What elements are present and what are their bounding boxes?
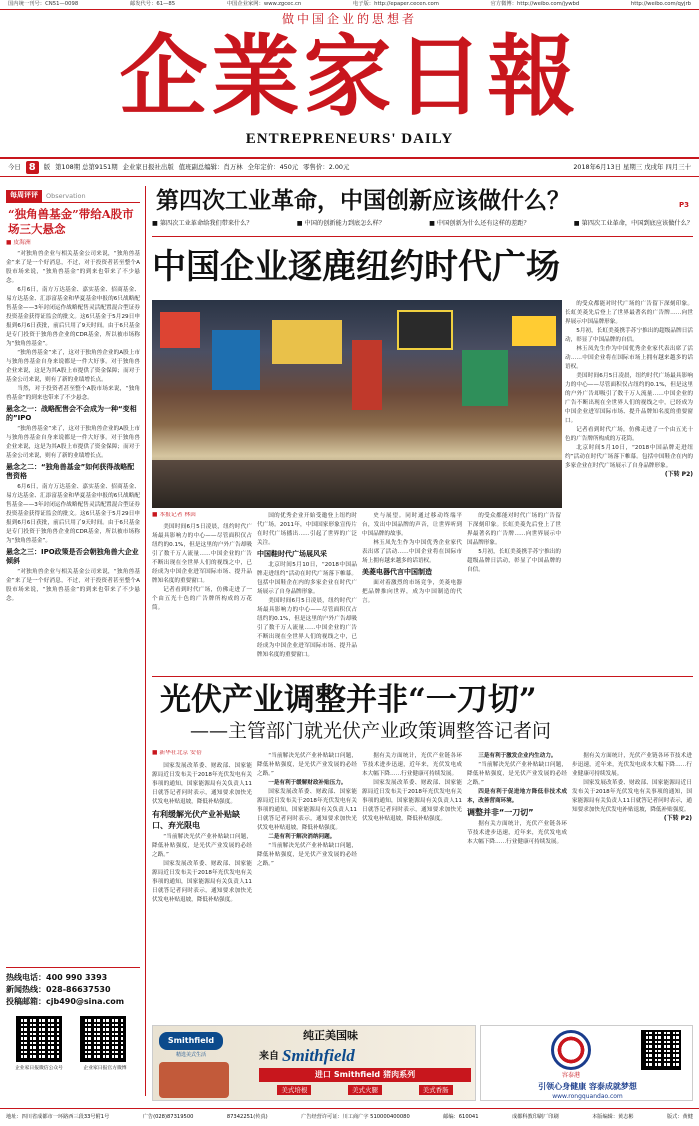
sidebar-subhead: 悬念之一：战略配售会不会成为一种“变相的”IPO: [6, 404, 137, 422]
lead-paragraph: 北京时间5月10日，“2018中国品牌走进纽约”活动在时代广场落下帷幕。包括中国鞋企在内的多家企业在时代广场展示了自身品牌形象。: [565, 445, 693, 469]
banner-headline[interactable]: 第四次工业革命，中国创新应该做什么？: [156, 187, 570, 214]
lead-subhead: 美菱电器代言中国制造: [362, 568, 432, 576]
submit-email[interactable]: 投稿邮箱：cjb490@sina.com: [6, 997, 125, 1006]
pv-paragraph: 国家发展改革委、财政部、国家能源局近日发布关于2018年光伏发电有关事项的通知，国家能源局有关负责人11日就答记者问时表示，通知要求加快光伏发电补贴退坡，降低补贴强度。: [257, 789, 357, 831]
pv-paragraph: 四是有利于促进地方降低非技术成本，改善营商环境。: [467, 789, 567, 804]
billboard: [352, 340, 382, 410]
page-count-badge: 8: [26, 161, 39, 174]
lead-paragraph: 记者看到时代广场，仿佛走进了一个由五光十色的广告牌所构成的万花筒。: [565, 427, 693, 442]
footer-post: 邮编：610041: [443, 1114, 479, 1121]
website[interactable]: 中国企业家网：www.zgcec.cn: [226, 1, 302, 7]
rongtai-slogan: 引领心身健康 容泰成就梦想: [538, 1082, 637, 1091]
pv-col-3: [362, 752, 462, 1022]
rongtai-ad[interactable]: [480, 1025, 693, 1101]
smithfield-logo: Smithfield: [159, 1032, 223, 1050]
lead-continue[interactable]: (下转 P2): [664, 471, 693, 478]
contact-box: [6, 967, 140, 1008]
epaper[interactable]: 电子版：http://epaper.cecen.com: [352, 1, 439, 7]
pv-paragraph: “当前解决光伏产业补贴缺口问题，降低补贴强度，是光伏产业发展的必经之路。”: [152, 834, 252, 858]
billboard: [397, 310, 453, 350]
lead-paragraph: 面对着激烈的市场竞争，美菱电器把品牌推向世界，成为中国制造的代言。: [362, 580, 462, 605]
billboard: [160, 312, 200, 348]
billboard: [462, 350, 508, 406]
ad-from-label: 来自: [259, 1050, 279, 1062]
divider: [152, 676, 693, 677]
sidebar-author: ■ 皮海洲: [6, 240, 31, 246]
ad-from: [259, 1046, 471, 1066]
sidebar-headline[interactable]: “独角兽基金”带给A股市场三大悬念: [8, 207, 134, 236]
sidebar-paragraph: “对独角兽企业与相关基金公司来说，“独角兽基金”来了是一个好消息，不过，对于投资者甚至整个A股市场来说，“独角兽基金”的到来也带来了不少悬念。: [6, 250, 140, 284]
lead-paragraph: 史与展望。同时通过移动终端平台，发出中国品牌的声音，让世界听到中国品牌的故事。: [362, 513, 462, 537]
lead-reporter: ■ 本报记者 林茵: [152, 512, 196, 518]
sidebar-divider: [145, 186, 146, 1096]
pv-paragraph: 国家发展改革委、财政部、国家能源局近日发布关于2018年光伏发电有关事项的通知，国家能源局有关负责人11日就答记者问时表示，通知要求加快光伏发电补贴退坡，降低补贴强度。: [572, 780, 692, 813]
pv-subheadline: ——主管部门就光伏产业政策调整答记者问: [190, 720, 552, 742]
lead-paragraph: 的受众都能对时代广场的广告留下深刻印象。长虹美菱先后登上了世界最著名的广告牌……向世界展示中国品牌形象。: [565, 301, 693, 325]
billboard: [512, 316, 556, 346]
annual-price: 全年定价：450元: [247, 163, 299, 172]
top-strip: [0, 0, 699, 10]
pv-paragraph: “当前解决光伏产业补贴缺口问题，降低补贴强度，是光伏产业发展的必经之路。”: [257, 753, 357, 777]
banner-item[interactable]: ■ 第四次工业革命给我们带来什么？: [152, 220, 253, 227]
ad-tags: [259, 1085, 471, 1095]
lead-paragraph: 北京时间5月10日，“2018中国品牌走进纽约”活动在时代广场落下帷幕。包括中国鞋企在内的多家企业在时代广场展示了自身品牌形象。: [257, 562, 357, 596]
sidebar-body: [6, 250, 140, 890]
lead-paragraph: 林玉凤先生作为中国优秀企业家代表出席了活动……中国企业将在国际市场上拥有越来越多的话语权。: [565, 346, 693, 370]
footer-editor: 本版编辑：黄志彬: [592, 1114, 634, 1121]
section-title-en: Observation: [46, 191, 86, 200]
lead-col-d: [467, 512, 561, 670]
sidebar-paragraph: 当然，对于投资者甚至整个A股市场来说，“独角兽基金”的到来也带来了不少悬念。: [6, 385, 140, 401]
lead-paragraph: 林玉凤先生作为中国优秀企业家代表出席了活动……中国企业将在国际市场上拥有越来越多的话语权。: [362, 540, 462, 564]
rongtai-qr[interactable]: [641, 1030, 681, 1070]
pv-subhead: 调整并非“一刀切”: [467, 808, 534, 817]
today-label: 今日: [8, 163, 21, 172]
masthead-english: ENTREPRENEURS' DAILY: [245, 131, 454, 147]
footer-license: 广告经营许可证：川工商广字 510000400080: [301, 1114, 410, 1121]
pv-paragraph: 国家发展改革委、财政部、国家能源局近日发布关于2018年光伏发电有关事项的通知，国家能源局有关负责人11日就答记者问时表示，通知要求加快光伏发电补贴退坡，降低补贴强度。: [152, 763, 252, 805]
lead-paragraph: 美国时间6月5日凌晨，纽约时代广场最具影响力的中心——尽管面积仅占纽约的0.1%，但是这里的户外广告却吸引了数千万人流量……中国企业的广告不断出现在全世界人们的视线之中，已经成为中国企业进军国际市场、提升品牌知名度的重要窗口。: [565, 373, 693, 424]
pv-reporter: ■ 新华社北京 安蓓: [152, 750, 202, 756]
ad-tag: 美式火腿: [348, 1085, 382, 1095]
sidebar-subhead: 悬念之二：“独角兽基金”如何获得战略配售资格: [6, 462, 135, 480]
issue-number: 第108期 总第9151期: [55, 163, 118, 172]
lead-headline[interactable]: 中国企业逐鹿纽约时代广场: [152, 247, 560, 287]
footer: [0, 1108, 699, 1126]
banner-page-ref[interactable]: P3: [678, 201, 689, 209]
sidebar-paragraph: 6月6日，南方万达基金、嘉实基金、招商基金、易方达基金、汇添富基金和华夏基金申报的6只战略配售基金——3年封闭运作战略配售灵活配置混合型证券投资基金获得证监会的批文。这6只基金于5月29日申报到6月6日获批，前后只用了9天时间。由于6只基金是专门投资于独角兽企业的CDR基金，所以被市场称为“独角兽基金”。: [6, 286, 140, 347]
banner-item[interactable]: ■ 中国创新为什么还有这样的差距？: [429, 220, 530, 227]
masthead: [0, 12, 699, 154]
banner-item[interactable]: ■ 第四次工业革命，中国到底应该做什么？: [573, 220, 693, 227]
pv-headline[interactable]: 光伏产业调整并非“一刀切”: [160, 682, 537, 718]
post-code: 邮发代号：61—85: [129, 1, 176, 7]
sidebar-paragraph: “独角兽基金”来了，这对于独角兽企业的A股上市与独角兽基金自身来说都是一件大好事。对于独角兽企业来说，这是为其A股上市提供了资金保障；而对于基金公司来说，则有了新的业绩增长点。: [6, 349, 140, 383]
ad-tag: 美式培根: [277, 1085, 311, 1095]
sidebar-subhead: 悬念之三：IPO政策是否会朝独角兽大企业倾斜: [6, 547, 139, 565]
lead-paragraph: 的受众都能对时代广场的广告留下深刻印象。长虹美菱先后登上了世界最著名的广告牌……向世界展示中国品牌形象。: [467, 513, 561, 546]
ad-brand-big: Smithfield: [282, 1045, 355, 1065]
pv-paragraph: 国家发展改革委、财政部、国家能源局近日发布关于2018年光伏发电有关事项的通知，国家能源局有关负责人11日就答记者问时表示，通知要求加快光伏发电补贴退坡，降低补贴强度。: [152, 861, 252, 903]
lead-paragraph: 美国时间6月5日凌晨，纽约时代广场最具影响力的中心——尽管面积仅占纽约的0.1%，但是这里的户外广告却吸引了数千万人流量……中国企业的广告不断出现在全世界人们的视线之中，已经成为中国企业进军国际市场、提升品牌知名度的重要窗口。: [257, 598, 357, 659]
banner-items: [152, 220, 693, 228]
rongtai-url[interactable]: www.rongquandao.com: [552, 1093, 623, 1100]
ad-tag: 美式香肠: [419, 1085, 453, 1095]
lead-paragraph: 国的优秀企业开始受邀登上纽约时代广场。2011年，中国国家形象宣传片在时代广场播出……引起了世界的广泛关注。: [257, 513, 357, 546]
smithfield-tagline: 精选美式生活: [175, 1052, 206, 1058]
pv-continue[interactable]: (下转 P2): [663, 815, 692, 822]
pv-col-2: [257, 752, 357, 1022]
qr-wechat-caption: 企业家日报微信公众号: [15, 1066, 63, 1071]
pv-col-5: [572, 752, 692, 1022]
pv-subhead: 有利缓解光伏产业补贴缺口、弃光限电: [152, 810, 240, 830]
footer-fax: 87342251(传真): [226, 1114, 268, 1121]
pv-paragraph: 据有关方面统计，光伏产业链各环节技术进步迅速，近年来，光伏发电成本大幅下降……行业健康可持续发展。: [572, 753, 692, 777]
rongtai-name: 容泰港: [561, 1072, 580, 1079]
ban-label: 版: [43, 163, 51, 172]
street: [152, 460, 562, 508]
rongtai-logo: [551, 1030, 591, 1070]
billboard: [212, 330, 260, 390]
sidebar-paragraph: “对独角兽企业与相关基金公司来说，“独角兽基金”来了是一个好消息，不过，对于投资者甚至整个A股市场来说，“独角兽基金”的到来也带来了不少悬念。: [6, 569, 140, 603]
news-hotline: 新闻热线：028-86637530: [6, 985, 111, 994]
single-price: 零售价：2.00元: [303, 163, 350, 172]
footer-ad-phone: 广告(028)87319500: [142, 1114, 194, 1121]
times-square-photo: [152, 300, 562, 508]
ad-pork: 猪肉系列: [383, 1069, 416, 1079]
lead-subhead: 中国鞋时代广场展风采: [257, 550, 327, 558]
qr-weibo[interactable]: [80, 1016, 126, 1062]
pv-paragraph: 据有关方面统计，光伏产业链各环节技术进步迅速，近年来，光伏发电成本大幅下降……行业健康可持续发展。: [467, 821, 567, 846]
lead-paragraph: 记者看到时代广场，仿佛走进了一个由五光十色的广告牌所构成的万花筒。: [152, 587, 252, 611]
lead-paragraph: 5月初，长虹美菱携手苏宁推出的超级品牌日活动，彰显了中国品牌的自信。: [467, 549, 561, 573]
pv-paragraph: 据有关方面统计，光伏产业链各环节技术进步迅速，近年来，光伏发电成本大幅下降……行业健康可持续发展。: [362, 753, 462, 777]
pv-paragraph: 三是有利于激发企业内生动力。: [478, 753, 557, 759]
top-banner: [152, 185, 693, 237]
billboard: [272, 320, 342, 364]
hotline: 热线电话：400 990 3393: [6, 973, 108, 982]
section-header: [6, 190, 140, 203]
ad-pure-taste: 纯正美国味: [303, 1029, 358, 1042]
lead-col-a: [152, 523, 252, 671]
lead-paragraph: 5月初，长虹美菱携手苏宁推出的超级品牌日活动，彰显了中国品牌的自信。: [565, 328, 693, 343]
lead-col-c: [362, 512, 462, 670]
smithfield-ad[interactable]: [152, 1025, 476, 1101]
pv-paragraph: 一是有利于缓解财政补贴压力。: [268, 780, 347, 786]
ad-imported: 进口: [314, 1069, 331, 1079]
issue-date: 2018年6月13日 星期三 戊戌年 四月三十: [573, 163, 691, 172]
footer-layout: 版式：黄健: [666, 1114, 693, 1121]
weibo[interactable]: 官方微博：http://weibo.com/jywbd: [490, 1, 580, 7]
publisher: 企业家日报社出版: [122, 163, 174, 172]
ad-import-bar: [259, 1068, 471, 1082]
sidebar-paragraph: 6月6日，南方万达基金、嘉实基金、招商基金、易方达基金、汇添富基金和华夏基金申报的6只战略配售基金——3年封闭运作战略配售灵活配置混合型证券投资基金获得证监会的批文。这6只基金于5月29日申报到6月6日获批，前后只用了9天时间。由于6只基金是专门投资于独角兽企业的CDR基金，所以被市场称为“独角兽基金”。: [6, 483, 140, 544]
footer-address: 地址：四川省成都市一环路西三段33号附1号: [6, 1114, 110, 1121]
pv-paragraph: “当前解决光伏产业补贴缺口问题，降低补贴强度，是光伏产业发展的必经之路。”: [467, 762, 567, 786]
cn-number: 国内统一刊号：CN51—0098: [8, 1, 79, 7]
pork-package: [159, 1062, 229, 1098]
masthead-title: 企業家日報: [119, 24, 580, 128]
pv-col-1: [152, 762, 252, 1022]
ad-brand-small: Smithfield: [333, 1069, 381, 1079]
banner-item[interactable]: ■ 中国的创新能力到底怎么样？: [296, 220, 385, 227]
qr-weibo-caption: 企业家日报官方微博: [83, 1066, 127, 1071]
info-bar: [0, 157, 699, 177]
duty-editor: 值班副总编辑：肖万林: [178, 163, 243, 172]
weibo2[interactable]: http://weibo.com/qyjrb: [630, 1, 691, 7]
lead-col-2: [565, 300, 693, 670]
lead-paragraph: 美国时间6月5日凌晨，纽约时代广场最具影响力的中心——尽管面积仅占纽约的0.1%，但是这里的户外广告却吸引了数千万人流量……中国企业的广告不断出现在全世界人们的视线之中，已经成为中国企业进军国际市场、提升品牌知名度的重要窗口。: [152, 524, 252, 584]
pv-col-4: [467, 752, 567, 1022]
sidebar-paragraph: “独角兽基金”来了，这对于独角兽企业的A股上市与独角兽基金自身来说都是一件大好事。对于独角兽企业来说，这是为其A股上市提供了资金保障；而对于基金公司来说，则有了新的业绩增长点。: [6, 425, 140, 459]
footer-printer: 成都科教印刷厂印刷: [511, 1114, 559, 1121]
qr-wechat[interactable]: [16, 1016, 62, 1062]
pv-paragraph: 二是有利于解决消纳问题。: [268, 834, 336, 840]
section-title: 每周评评: [6, 190, 42, 201]
pv-paragraph: 国家发展改革委、财政部、国家能源局近日发布关于2018年光伏发电有关事项的通知，国家能源局有关负责人11日就答记者问时表示，通知要求加快光伏发电补贴退坡，降低补贴强度。: [362, 780, 462, 822]
sidebar: [6, 190, 140, 1095]
masthead-slogan: 做中国企业的思想者: [281, 12, 417, 26]
lead-col-b: [257, 512, 357, 670]
pv-paragraph: “当前解决光伏产业补贴缺口问题，降低补贴强度，是光伏产业发展的必经之路。”: [257, 843, 357, 867]
